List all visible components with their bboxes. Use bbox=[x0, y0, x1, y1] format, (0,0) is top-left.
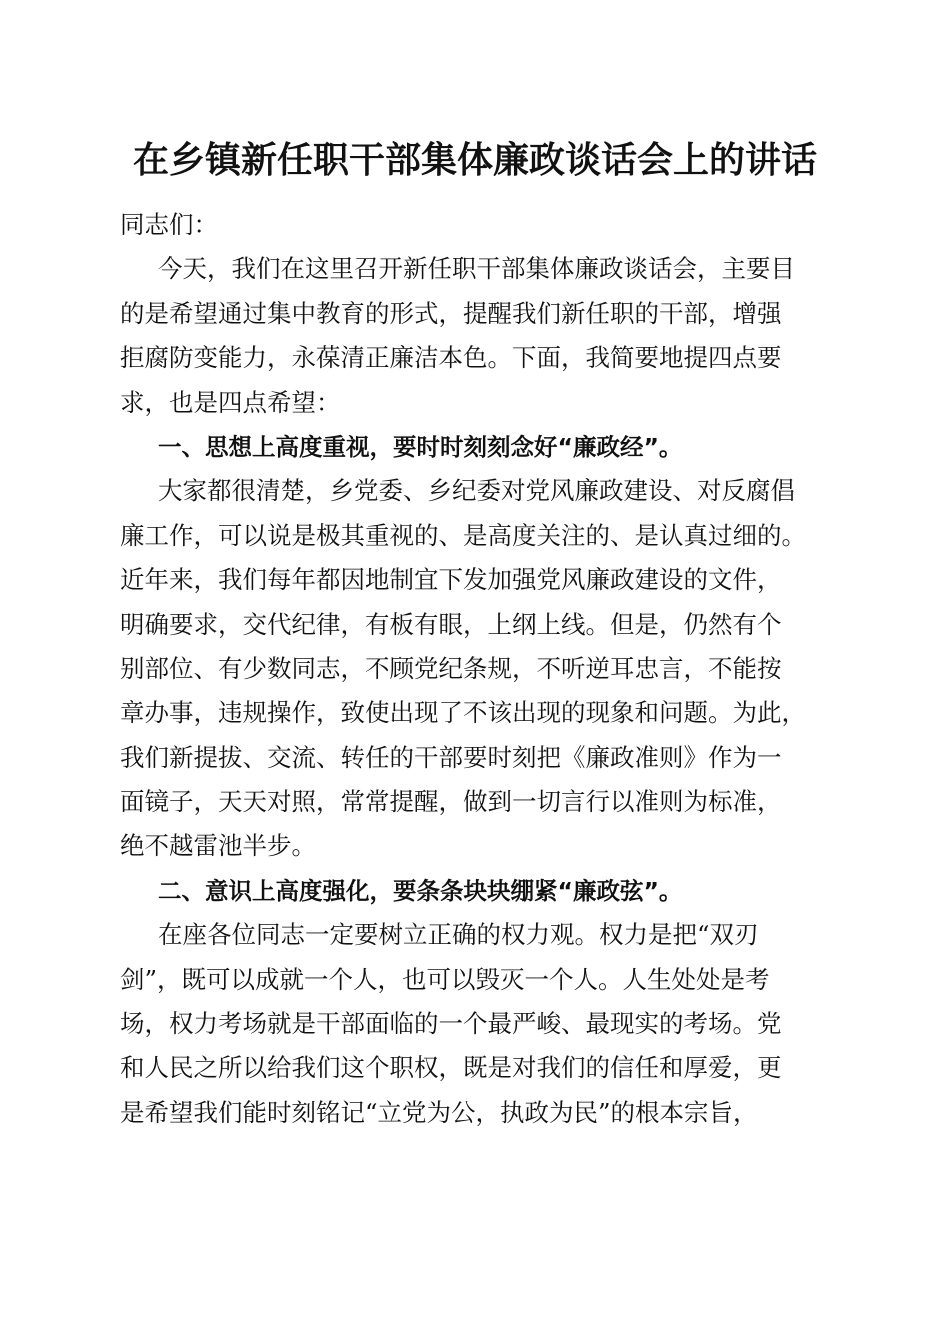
paragraph-line: 明确要求，交代纪律，有板有眼，上纲上线。但是，仍然有个 bbox=[120, 609, 782, 639]
paragraph-line: 面镜子，天天对照，常常提醒，做到一切言行以准则为标准， bbox=[120, 787, 782, 817]
paragraph-line: 绝不越雷池半步。 bbox=[120, 831, 316, 861]
paragraph-line: 剑”，既可以成就一个人，也可以毁灭一个人。人生处处是考 bbox=[120, 964, 770, 994]
paragraph-line: 的是希望通过集中教育的形式，提醒我们新任职的干部，增强 bbox=[120, 298, 782, 328]
paragraph-line: 今天，我们在这里召开新任职干部集体廉政谈话会，主要目 bbox=[158, 254, 795, 284]
paragraph-line: 在座各位同志一定要树立正确的权力观。权力是把“双刃 bbox=[158, 920, 759, 950]
paragraph-line: 求，也是四点希望： bbox=[120, 387, 341, 417]
section-heading-1: 一、思想上高度重视，要时时刻刻念好“廉政经”。 bbox=[158, 432, 683, 461]
paragraph-line: 拒腐防变能力，永葆清正廉洁本色。下面，我简要地提四点要 bbox=[120, 343, 782, 373]
salutation: 同志们： bbox=[120, 210, 218, 239]
paragraph-line: 大家都很清楚，乡党委、乡纪委对党风廉政建设、对反腐倡 bbox=[158, 476, 795, 506]
paragraph-line: 章办事，违规操作，致使出现了不该出现的现象和问题。为此， bbox=[120, 698, 806, 728]
paragraph-line: 和人民之所以给我们这个职权，既是对我们的信任和厚爱，更 bbox=[120, 1053, 782, 1083]
paragraph-line: 廉工作，可以说是极其重视的、是高度关注的、是认真过细的。 bbox=[120, 520, 806, 550]
paragraph-line: 我们新提拔、交流、转任的干部要时刻把《廉政准则》作为一 bbox=[120, 742, 782, 772]
paragraph-line: 近年来，我们每年都因地制宜下发加强党风廉政建设的文件， bbox=[120, 565, 782, 595]
section-heading-2: 二、意识上高度强化，要条条块块绷紧“廉政弦”。 bbox=[158, 876, 683, 905]
document-title: 在乡镇新任职干部集体廉政谈话会上的讲话 bbox=[132, 139, 817, 181]
paragraph-line: 场，权力考场就是干部面临的一个最严峻、最现实的考场。党 bbox=[120, 1009, 782, 1039]
paragraph-line: 是希望我们能时刻铭记“立党为公，执政为民”的根本宗旨， bbox=[120, 1097, 758, 1127]
document-body bbox=[120, 203, 832, 1135]
paragraph-line: 别部位、有少数同志，不顾党纪条规，不听逆耳忠言，不能按 bbox=[120, 653, 782, 683]
